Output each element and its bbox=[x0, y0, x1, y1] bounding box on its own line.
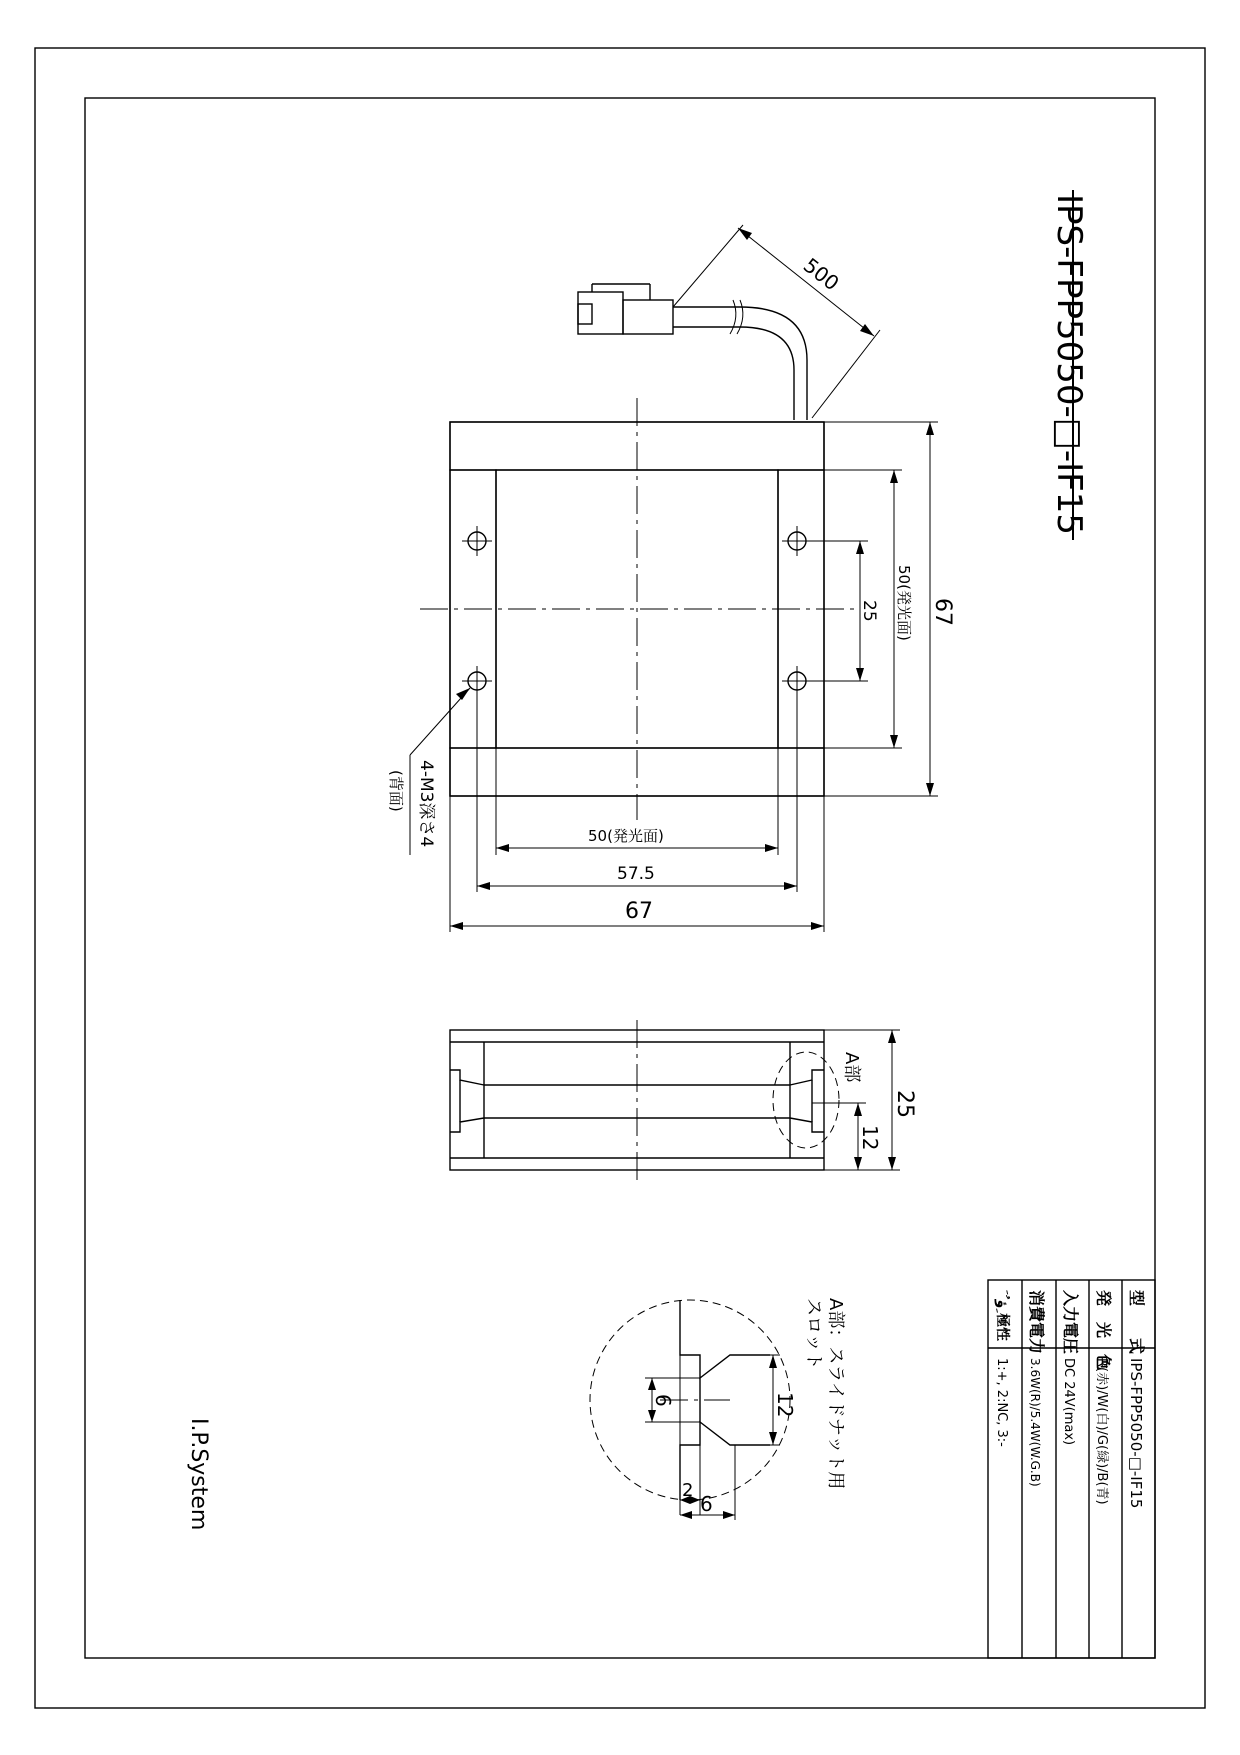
spec-row-4-value: 1:+, 2:NC, 3:- bbox=[994, 1358, 1009, 1447]
drawing-title: IPS-FPP5050-□-IF15 bbox=[1049, 194, 1089, 535]
dim-emit-height-text: 50(発光面) bbox=[895, 565, 913, 641]
dim-hole-pitch-h-text: 57.5 bbox=[617, 864, 655, 884]
side-view bbox=[450, 1020, 917, 1180]
spec-row-2-value: DC 24V(max) bbox=[1061, 1358, 1076, 1446]
detail-dim-2: 2 bbox=[682, 1480, 694, 1501]
dim-side-slot-text: 12 bbox=[858, 1125, 882, 1151]
dim-cable-length-text: 500 bbox=[798, 253, 844, 296]
detail-title-1: A部：スライドナット用 bbox=[825, 1298, 846, 1490]
spec-row-1-label: 発 光 色 bbox=[1094, 1290, 1113, 1371]
cable bbox=[673, 300, 807, 420]
dim-total-width-text: 67 bbox=[625, 899, 653, 924]
detail-a-view bbox=[590, 1298, 846, 1520]
detail-dim-6a: 6 bbox=[651, 1394, 675, 1407]
front-view bbox=[387, 225, 955, 932]
dim-cable-length bbox=[673, 225, 880, 418]
hole-note-text: 4-M3深さ4 bbox=[416, 760, 436, 848]
dim-side-total-text: 25 bbox=[892, 1090, 917, 1118]
connector bbox=[578, 284, 673, 334]
spec-table bbox=[988, 1280, 1155, 1658]
spec-row-3-label: 消費電力 bbox=[1027, 1290, 1046, 1355]
detail-a-label: A部 bbox=[841, 1052, 862, 1083]
spec-row-3-value: 3.6W(R)/5.4W(W.G.B) bbox=[1028, 1358, 1042, 1487]
dim-side-slot bbox=[812, 1103, 882, 1170]
hole-note bbox=[387, 688, 470, 855]
company-name: I.P.System bbox=[186, 1418, 211, 1531]
dim-emit-width-text: 50(発光面) bbox=[588, 827, 664, 845]
dim-hole-pitch-v bbox=[806, 541, 879, 681]
detail-title-2: スロット bbox=[803, 1298, 824, 1370]
detail-a-circle bbox=[773, 1052, 839, 1148]
spec-row-2-label: 入力電圧 bbox=[1061, 1290, 1080, 1355]
dim-hole-pitch-v-text: 25 bbox=[859, 600, 879, 622]
spec-row-1-value: R(赤)/W(白)/G(緑)/B(青) bbox=[1094, 1358, 1109, 1505]
spec-row-0-label: 型 式 bbox=[1127, 1290, 1146, 1355]
detail-a-outline bbox=[590, 1300, 790, 1500]
dim-total-height-text: 67 bbox=[930, 598, 955, 626]
detail-dim-6b: 6 bbox=[700, 1492, 713, 1516]
hole-note-back: (背面) bbox=[387, 770, 405, 812]
spec-row-0-value: IPS-FPP5050-□-IF15 bbox=[1127, 1358, 1145, 1509]
spec-row-4-label: ﹺﺅﹸﹶ極性 bbox=[994, 1290, 1010, 1342]
detail-dim-12: 12 bbox=[773, 1392, 797, 1418]
